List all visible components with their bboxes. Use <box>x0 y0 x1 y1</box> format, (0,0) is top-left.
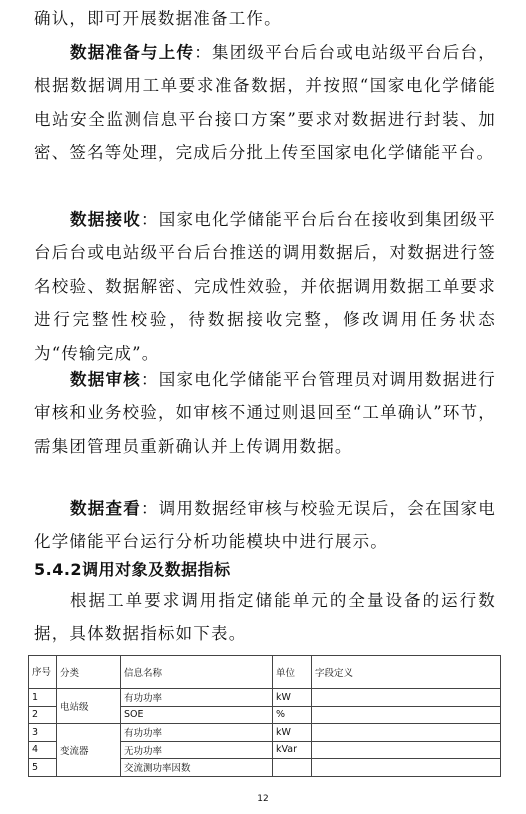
header-field: 字段定义 <box>312 656 501 689</box>
cell-name: 交流测功率因数 <box>121 759 273 777</box>
section-title: 调用对象及数据指标 <box>82 560 231 579</box>
cell-unit <box>273 759 312 777</box>
paragraph-continuation <box>34 2 496 35</box>
paragraph-text: 根据工单要求调用指定储能单元的全量设备的运行数据，具体数据指标如下表。 <box>34 591 496 644</box>
cell-name: SOE <box>121 706 273 724</box>
header-name: 信息名称 <box>121 656 273 689</box>
paragraph-lead: 数据审核 <box>70 370 142 389</box>
cell-category: 变流器 <box>57 724 121 777</box>
cell-seq: 2 <box>29 706 57 724</box>
cell-unit: % <box>273 706 312 724</box>
cell-seq: 3 <box>29 724 57 742</box>
cell-unit: kVar <box>273 741 312 759</box>
section-number: 5.4.2 <box>34 560 83 579</box>
cell-unit: kW <box>273 724 312 742</box>
cell-category: 电站级 <box>57 689 121 724</box>
table-header-row <box>29 656 501 689</box>
paragraph-data-view <box>34 492 496 559</box>
page-number: 12 <box>257 794 269 804</box>
cell-name: 无功功率 <box>121 741 273 759</box>
cell-seq: 5 <box>29 759 57 777</box>
paragraph-data-audit <box>34 363 496 463</box>
paragraph-text: ：集团级平台后台或电站级平台后台，根据数据调用工单要求准备数据，并按照“国家电化学储能电站安全监测信息平台接口方案”要求对数据进行封装、加密、签名等处理，完成后分批上传至国家电化学储能平台。 <box>34 43 496 163</box>
cell-field <box>312 706 501 724</box>
cell-field <box>312 759 501 777</box>
data-indicator-table <box>28 655 501 777</box>
paragraph-text: 确认，即可开展数据准备工作。 <box>34 9 282 28</box>
table-row <box>29 689 501 707</box>
cell-name: 有功功率 <box>121 724 273 742</box>
cell-field <box>312 689 501 707</box>
header-category: 分类 <box>57 656 121 689</box>
table-row <box>29 724 501 742</box>
paragraph-text: ：国家电化学储能平台后台在接收到集团级平台后台或电站级平台后台推送的调用数据后，对数据进行签名校验、数据解密、完成性效验，并依据调用数据工单要求进行完整性校验，待数据接收完整，修改调用任务状态为“传输完成”。 <box>34 210 496 363</box>
cell-seq: 1 <box>29 689 57 707</box>
section-heading <box>34 557 231 580</box>
cell-unit: kW <box>273 689 312 707</box>
paragraph-text: ：国家电化学储能平台管理员对调用数据进行审核和业务校验，如审核不通过则退回至“工单确认”环节，需集团管理员重新确认并上传调用数据。 <box>34 370 496 456</box>
header-unit: 单位 <box>273 656 312 689</box>
header-seq: 序号 <box>29 656 57 689</box>
paragraph-data-preparation <box>34 36 496 170</box>
paragraph-data-receive <box>34 203 496 370</box>
cell-name: 有功功率 <box>121 689 273 707</box>
cell-field <box>312 724 501 742</box>
paragraph-text: ：调用数据经审核与校验无误后，会在国家电化学储能平台运行分析功能模块中进行展示。 <box>34 499 496 552</box>
cell-seq: 4 <box>29 741 57 759</box>
paragraph-lead: 数据接收 <box>70 210 142 229</box>
paragraph-lead: 数据准备与上传 <box>70 43 195 62</box>
paragraph-lead: 数据查看 <box>70 499 142 518</box>
paragraph-intro <box>34 584 496 651</box>
cell-field <box>312 741 501 759</box>
